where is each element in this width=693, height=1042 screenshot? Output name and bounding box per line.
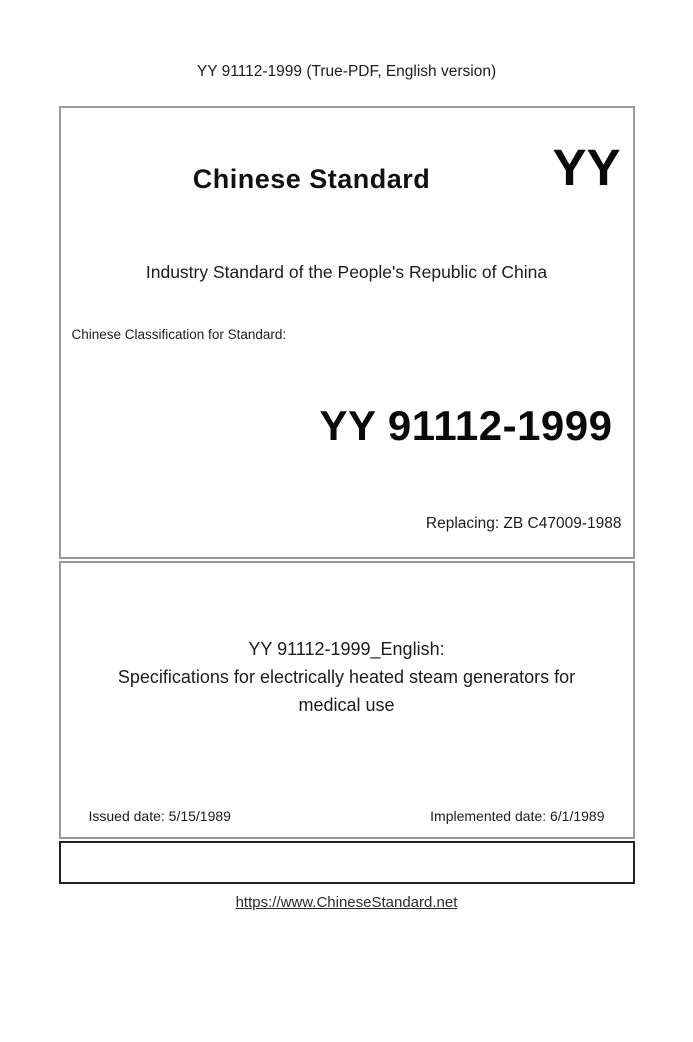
cover-top-box xyxy=(59,106,635,559)
standard-number: YY 91112-1999 xyxy=(319,402,613,449)
standard-subtitle: Industry Standard of the People's Republic of China xyxy=(145,262,548,282)
cover-empty-box xyxy=(59,841,635,884)
standard-title-line-1: YY 91112-1999_English: xyxy=(248,639,445,659)
website-link[interactable]: https://www.ChineseStandard.net xyxy=(235,894,458,911)
dates-row xyxy=(89,807,605,825)
document-page xyxy=(59,62,635,912)
replacing-note: Replacing: ZB C47009-1988 xyxy=(425,515,622,532)
issued-date: Issued date: 5/15/1989 xyxy=(88,808,231,824)
document-header-label: YY 91112-1999 (True-PDF, English version) xyxy=(196,63,497,80)
document-footer xyxy=(59,893,635,912)
standard-title-line-3: medical use xyxy=(298,695,395,715)
standard-title-block xyxy=(69,635,625,719)
cover-middle-box xyxy=(59,561,635,839)
classification-label: Chinese Classification for Standard: xyxy=(71,327,287,342)
standard-body-logo: YY xyxy=(552,139,621,196)
brand-title: Chinese Standard xyxy=(192,164,431,194)
implemented-date: Implemented date: 6/1/1989 xyxy=(430,808,605,824)
standard-title-line-2: Specifications for electrically heated steam generators for xyxy=(117,667,576,687)
